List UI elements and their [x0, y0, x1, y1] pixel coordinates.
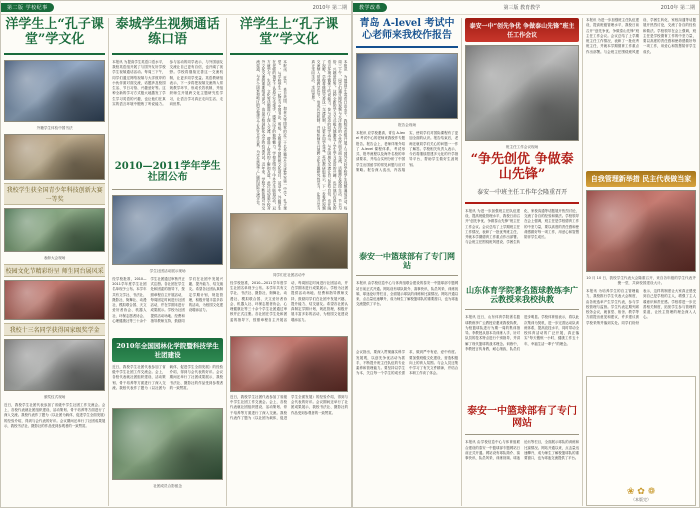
rule	[112, 189, 223, 190]
photo-a1b	[4, 134, 105, 180]
body-b4: 本报讯 近日，山东体育学院著名篮球教练李广云教授应邀来我校执教，为校篮球队进行为期一周的集训指导。李教授从基本功训练入手，针对队员的技术特点进行个别指导，并讲解了现代篮球的战术理念。训练中，李教授言传身教，耐心细致，队员们进步明显。学校体育组表示，将以此次集训为契机，进一步完善运动队训练体系，提高竞技水平，同时带动全校体育活动的广泛开展，真正落实“每天锻炼一小时，健康工作五十年，幸福生活一辈子”的理念。	[465, 315, 580, 351]
body-b2b: 本报讯 为进一步加强班主任队伍建设，提高班级管理水平，我校日前召开“创先争优、争做泰山先锋”班主任工作会议。会议总结了上学期班主任工作情况，表彰了一批优秀班主任，并就本学期德育工作重点作出部署。与会班主任围绕班风建设、学困生转化、家校沟通等话题展开热烈讨论，交流了各自的经验和做法。学校领导在会上强调，班主任是学校德育工作的中坚力量，要以高度的责任感和使命感做好每一项工作，用爱心和智慧陪伴学生成长。	[586, 18, 696, 54]
headline-b5b: 泰安一中篮球部有了专门网站	[467, 406, 578, 429]
left-col-2	[112, 18, 223, 506]
photo-b2	[465, 45, 579, 141]
right-page-tag: 第三版 教育教学	[503, 5, 541, 11]
body-b1: 本报讯 应学校邀请，青岛 A-level 考试中心的老师来我校作专题报告。报告会上，老师详细介绍了 A-level 课程体系、考试形式、报考流程以及海外名校的申请要求，并结合实例分析了中国学生出国留学的常见问题与应对策略。报告深入浅出，内容翔实，使同学们对国际课程有了更加全面的认识。报告结束后，老师还就同学们关心的问题一一作了解答。学校相关负责人表示，今后将继续搭建多元化的升学指导平台，帮助学生做好生涯规划。	[356, 131, 459, 172]
photo-a1	[4, 60, 105, 122]
left-col-3	[230, 18, 348, 506]
body-b5b: 本报讯 由学校信息中心与体育组联合建设的泰安一中篮球部专题网站日前正式开通。网站设有球队简介、赛事快讯、队员风采、训练视频、球迷论坛等栏目，全面展示球队的训练和比赛情况。网站开通以来，点击量迅速攀升，成为师生了解校篮球队的重要窗口，也为球迷交流提供了平台。	[465, 440, 580, 461]
photo-sidebox-1	[4, 208, 105, 252]
rule	[356, 46, 458, 48]
right-col-2	[465, 18, 579, 506]
headline-b5: 泰安一中篮球部有了专门网站	[359, 251, 456, 271]
left-page-tag: 第二版 学校纪事	[1, 3, 54, 12]
headline-b3: “争先创优 争做泰山先锋”	[470, 152, 574, 182]
right-page	[352, 0, 700, 508]
rule	[230, 53, 348, 55]
divider	[461, 18, 462, 506]
body-a1-vertical: 本报讯 近日，来自美国、加拿大等国家的近三十名外籍学生走进泰安第一中学“孔子课堂”，与学校学生一起学习中国书法、剪纸、太极拳等中国传统文化项目。活动中，外籍学生在老师的指导下认真学写毛笔字，感受汉字的独特魅力。学校还组织了中外学生联谊活动，双方就学习、生活、文化等话题进行了深入交流，增进了彼此的了解和友谊。此次活动是学校对外文化交流的重要组成部分，也是学校国际化办学的有益尝试。近年来，学校不断拓展对外交流渠道，与多个国家和地区的学校建立了友好合作关系，为学生搭建了广阔的国际交流平台。	[256, 59, 288, 210]
caption-b2: 班主任工作会议现场	[505, 145, 539, 149]
photo-col3b	[230, 336, 348, 392]
caption-sidebox-3: 颁奖仪式现场	[43, 394, 66, 399]
deco-label: （本版完）	[631, 497, 651, 502]
photo-sidebox-2	[4, 280, 105, 320]
caption-a4: 社团成员合影留念	[153, 483, 182, 488]
left-page-date: 2010年 第二期	[312, 5, 347, 11]
caption-sidebox-1: 表彰大会现场	[43, 255, 66, 260]
photo-a4	[112, 408, 223, 480]
body-a1-vertical-2: 本报讯 为提高学生英语口语水平，我校英语组开展了与国外友好学校学生视频通话活动。每周三下午，同学们通过网络视频与大洋彼岸的小伙伴面对面交流，话题涉及校园生活、节日习俗、兴趣爱好等。这种全新的学习方式极大地激发了学生学习英语的兴趣，也让他们在真实的语言环境中锻炼了听说能力。参与活动的同学表示，与外国朋友交流让自己更有自信，也开阔了视野。学校将继续完善这一交流机制，让更多同学受益。英语教研组表示，下一步将把视频交流纳入常规教学环节，形成长效机制，并组织师生开展跨文化主题研究性学习，让语言学习真正走向生活、走向世界。	[311, 59, 348, 210]
right-section-tag: 教学改革	[353, 3, 387, 12]
sidebox-header-2: 校园文化节精彩纷呈 师生同台展风采	[4, 264, 105, 277]
photo-b6	[586, 190, 696, 272]
rule	[356, 275, 458, 276]
body-sidebox: 近日，我校学生社团代表参加了省级中学生社团工作交流会。会上，各校代表就社团组织建设、活动策划、骨干培养等方面进行了深入交流。我校代表作了题为《以社团为载体，促进学生全面发展》的经验介绍，得到与会代表的好评。会议期间还举行了社团成果展示，我校书法社、摄影社的作品受到参观者的一致赞赏。	[4, 402, 106, 428]
right-columns	[353, 15, 699, 508]
rule	[4, 53, 105, 55]
rule	[112, 53, 223, 55]
right-running-head	[353, 1, 699, 15]
headline-a1: 洋学生上“孔子课堂”学文化	[5, 17, 104, 47]
body-b6: 本报讯 为培养学生的自主管理能力，我校推行学生代表大会制度，由各班选举产生学生代表，参与学校管理与监督。学生代表定期列席校务会议，就食堂、宿舍、教学等方面提出意见和建议，许多建议被学校采纳并落到实处。同学们纷纷表示，这样的制度让大家真正感受到自己是学校的主人，增强了主人翁意识和责任感。学校将进一步完善相关制度，拓宽学生参与管理的渠道，让民主管理的理念深入人心。	[586, 289, 696, 325]
flower-icon: ❀ ✿ ❁	[626, 487, 656, 497]
subhead-b3: 泰安一中班主任工作年会隆重召开	[477, 188, 568, 196]
banner-b6: 自我管理新举措 民主代表做当家	[586, 171, 696, 187]
body-col3b: 近日，我校学生社团代表参加了省级中学生社团工作交流会。会上，各校代表就社团组织建设、活动策划、骨干培养等方面进行了深入交流。我校代表作了题为《以社团为载体，促进学生全面发展》的经验介绍，得到与会代表的好评。会议期间还举行了社团成果展示，我校书法社、摄影社的作品受到参观者的一致赞赏。	[230, 394, 348, 420]
divider	[226, 18, 227, 506]
divider	[582, 18, 583, 506]
left-col-1	[4, 18, 105, 506]
sidebox-header-3: 我校十三名同学获得国家级奖学金	[4, 323, 105, 336]
caption-col3: 同学们在社团活动中	[272, 272, 306, 277]
left-running-head	[1, 1, 351, 15]
body-b3: 会议指出，要深入贯彻落实科学发展观，以创先争优活动为抓手，不断提升班主任队伍的专业素养和管理能力。要坚持以学生为本，关注每一个学生的成长需求，做到严中有爱、爱中有度。要加强班级文化建设，营造积极向上的育人氛围。与会人员还集中学习了有关文件精神，并结合本职工作谈了体会。	[356, 350, 459, 376]
rule	[465, 202, 579, 204]
body-b2: 本报讯 为进一步加强班主任队伍建设，提高班级管理水平，我校日前召开“创先争优、争做泰山先锋”班主任工作会议。会议总结了上学期班主任工作情况，表彰了一批优秀班主任，并就本学期德育工作重点作出部署。与会班主任围绕班风建设、学困生转化、家校沟通等话题展开热烈讨论，交流了各自的经验和做法。学校领导在会上强调，班主任是学校德育工作的中坚力量，要以高度的责任感和使命感做好每一项工作，用爱心和智慧陪伴学生成长。	[465, 208, 580, 245]
body-b5: 本报讯 由学校信息中心与体育组联合建设的泰安一中篮球部专题网站日前正式开通。网站设有球队简介、赛事快讯、队员风采、训练视频、球迷论坛等栏目，全面展示球队的训练和比赛情况。网站开通以来，点击量迅速攀升，成为师生了解校篮球队的重要窗口，也为球迷交流提供了平台。	[356, 281, 459, 307]
rule	[465, 434, 579, 435]
body-col3: 经学校批准，2010—2011学年度学生社团名单现予公布。本学年共有文学社、书法社、摄影社、街舞社、动漫社、模拟联合国、天文爱好者协会、机器人社、环保志愿者协会、心理健康社等三十余个学生社团通过审核并正式注册。各社团在学生处和团委的指导下，按照章程自主开展活动，每周固定时间进行社团活动，并在学期末进行成果展示。学校为社团提供活动场地、经费和指导教师支持，鼓励同学们在社团中发展兴趣、提升能力、结交朋友。希望各社团认真制定学期计划，规范管理，积极开展丰富多彩的活动，为校园文化建设增添活力。	[230, 280, 348, 322]
divider	[108, 18, 109, 506]
caption-b6: 10 月 10 日，我校学生代表大会隆重召开，来自各年级的学生代表齐聚一堂，共商校园建设大计。	[586, 276, 696, 285]
caption-a1: 外籍学生体验中国书法	[36, 125, 73, 130]
photo-col3	[230, 213, 348, 269]
body-a3: 经学校批准，2010—2011学年度学生社团名单现予公布。本学年共有文学社、书法社、摄影社、街舞社、动漫社、模拟联合国、天文爱好者协会、机器人社、环保志愿者协会、心理健康社等三十余个学生社团通过审核并正式注册。各社团在学生处和团委的指导下，按照章程自主开展活动，每周固定时间进行社团活动，并在学期末进行成果展示。学校为社团提供活动场地、经费和指导教师支持，鼓励同学们在社团中发展兴趣、提升能力、结交朋友。希望各社团认真制定学期计划，规范管理，积极开展丰富多彩的活动，为校园文化建设增添活力。	[112, 276, 224, 323]
headline-b1: 青岛 A-level 考试中心老师来我校作报告	[359, 18, 455, 41]
deco-box	[586, 376, 696, 506]
right-col-1	[356, 18, 458, 506]
right-col-3	[586, 18, 696, 506]
body-a2: 本报讯 为提高学生英语口语水平，我校英语组开展了与国外友好学校学生视频通话活动。每周三下午，同学们通过网络视频与大洋彼岸的小伙伴面对面交流，话题涉及校园生活、节日习俗、兴趣爱好等。这种全新的学习方式极大地激发了学生学习英语的兴趣，也让他们在真实的语言环境中锻炼了听说能力。参与活动的同学表示，与外国朋友交流让自己更有自信，也开阔了视野。学校将继续完善这一交流机制，让更多同学受益。英语教研组表示，下一步将把视频交流纳入常规教学环节，形成长效机制，并组织师生开展跨文化主题研究性学习，让语言学习真正走向生活、走向世界。	[112, 59, 224, 106]
rule	[465, 309, 579, 310]
sidebox-header-1: 我校学生获全国青少年科技创新大赛一等奖	[4, 183, 105, 205]
photo-b1	[356, 53, 458, 119]
caption-a3: 学生社团活动展示现场	[149, 268, 186, 273]
banner-a4: 2010年全国园林化学院暨科技学生社团建设	[112, 338, 223, 362]
caption-b1: 报告会现场	[398, 123, 417, 127]
left-columns	[1, 15, 351, 508]
banner-b2: 泰安一中“创先争优 争做泰山先锋”班主任工作会议	[465, 18, 579, 42]
headline-a1-cont: 洋学生上“孔子课堂”学文化	[239, 17, 339, 47]
right-page-date: 2010年 第二期	[660, 5, 695, 11]
photo-sidebox-3	[4, 339, 105, 391]
photo-a3	[112, 195, 223, 265]
body-a4: 近日，我校学生社团代表参加了省级中学生社团工作交流会。会上，各校代表就社团组织建设、活动策划、骨干培养等方面进行了深入交流。我校代表作了题为《以社团为载体，促进学生全面发展》的经验介绍，得到与会代表的好评。会议期间还举行了社团成果展示，我校书法社、摄影社的作品受到参观者的一致赞赏。	[112, 364, 224, 390]
headline-a2: 泰城学生视频通话练口语	[115, 17, 220, 47]
headline-a3: 2010—2011学年学生社团公布	[114, 160, 221, 184]
vertical-text-block	[230, 60, 348, 210]
headline-b4: 山东体育学院著名篮球教练李广云教授来我校执教	[466, 284, 579, 305]
